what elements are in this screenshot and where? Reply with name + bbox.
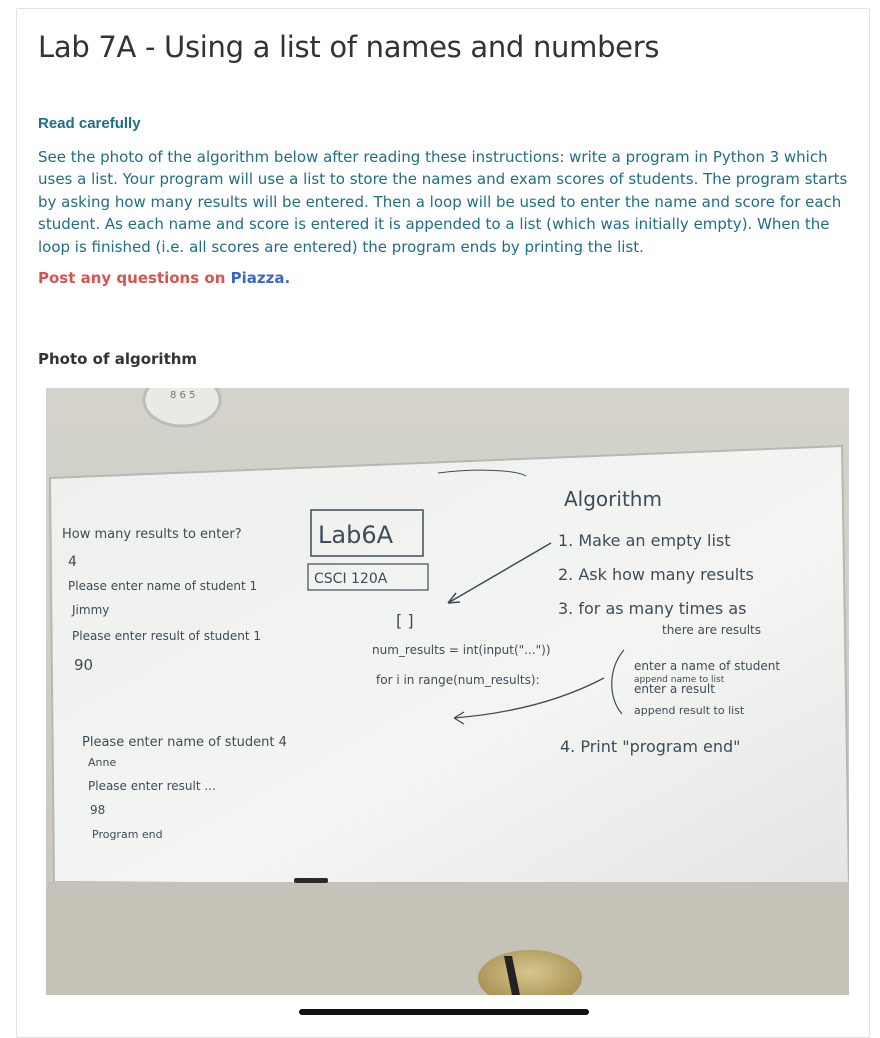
board-line: 3. for as many times as	[558, 599, 747, 618]
board-line: How many results to enter?	[62, 527, 242, 542]
board-line: Algorithm	[564, 487, 662, 511]
board-line: append result to list	[634, 704, 745, 717]
board-line: [ ]	[396, 611, 414, 630]
board-line: Please enter result of student 1	[72, 629, 262, 643]
board-line: 2. Ask how many results	[558, 565, 754, 584]
photo-heading: Photo of algorithm	[38, 350, 198, 368]
board-line: append name to list	[634, 675, 725, 685]
board-line: 1. Make an empty list	[558, 531, 731, 550]
whiteboard-image	[46, 388, 849, 995]
marker-icon	[294, 878, 328, 883]
board-line: 4	[68, 554, 77, 570]
algorithm-photo	[46, 388, 849, 995]
board-line: Please enter result ...	[88, 779, 216, 793]
board-line: enter a name of student	[634, 659, 781, 673]
board-line: Anne	[88, 756, 117, 769]
home-indicator[interactable]	[299, 1009, 589, 1015]
board-line: Jimmy	[72, 603, 110, 617]
board-line: num_results = int(input("..."))	[372, 643, 551, 657]
read-carefully-heading: Read carefully	[38, 115, 141, 132]
board-line: Please enter name of student 4	[82, 735, 287, 750]
board-line: Please enter name of student 1	[68, 579, 258, 593]
board-line: 4. Print "program end"	[560, 737, 741, 756]
board-line: enter a result	[634, 682, 715, 696]
wall-clock-icon	[144, 388, 220, 426]
page-title: Lab 7A - Using a list of names and numbers	[38, 30, 660, 64]
board-line: Lab6A	[318, 521, 393, 549]
board-line: CSCI 120A	[314, 571, 388, 587]
svg-text:8 6 5: 8 6 5	[170, 390, 196, 401]
board-line: 90	[74, 656, 94, 674]
board-line: Program end	[92, 828, 163, 841]
piazza-link[interactable]: Piazza.	[230, 269, 291, 287]
questions-prefix: Post any questions on	[38, 269, 226, 287]
board-line: there are results	[662, 623, 761, 637]
board-line: for i in range(num_results):	[376, 673, 540, 687]
instructions-paragraph: See the photo of the algorithm below after reading these instructions: write a program in Python 3 which uses a list. Your program will use a list to store the names and exam scores of students. The program starts by asking how many results will be entered. Then a loop will be used to enter the name and score for each student. As each name and score is entered it is appended to a list (which was initially empty). When the loop is finished (i.e. all scores are entered) the program ends by printing the list.	[38, 148, 848, 256]
questions-note	[38, 269, 290, 287]
board-line: 98	[90, 803, 106, 817]
